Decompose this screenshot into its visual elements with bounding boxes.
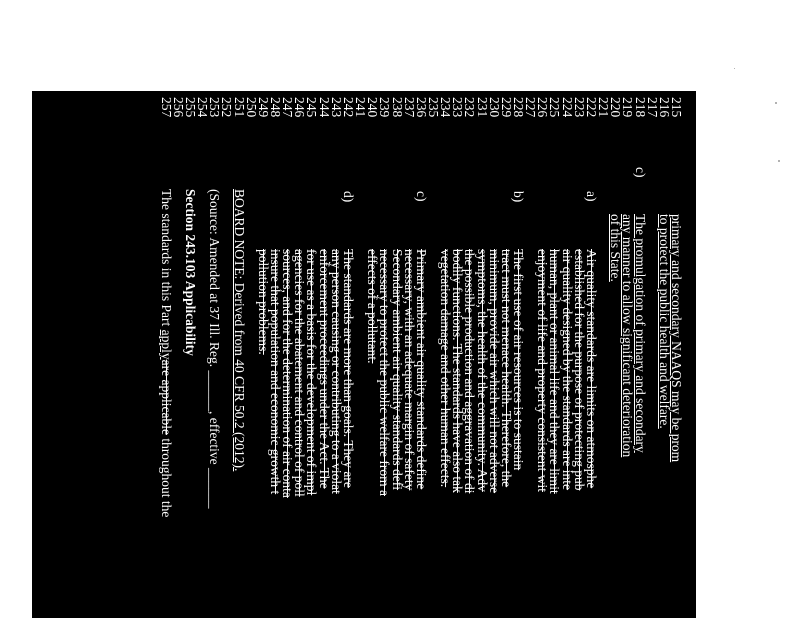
line-text <box>158 189 174 517</box>
line-text: effects of a pollutant. <box>365 249 381 364</box>
line-number: 216 <box>656 97 672 118</box>
line-text: The first use of air resources is to sustain <box>511 249 527 471</box>
line-number: 219 <box>620 97 636 118</box>
line-text: enforcement proceedings under the Act. The <box>316 249 332 489</box>
scan-speck <box>778 160 780 162</box>
line-text: tract must not menace health. Therefore, the <box>498 249 514 488</box>
line-number: 235 <box>426 97 441 118</box>
line-text: pollution problems. <box>255 249 271 355</box>
line-text: any manner to allow significant deterioration <box>620 214 636 458</box>
line-number: 229 <box>498 97 514 118</box>
line-text: insure that population and economic growth t <box>268 249 284 495</box>
line-number: 256 <box>170 97 186 118</box>
line-text: any person causing or contributing to a violat <box>328 249 344 494</box>
line-text: of this State. <box>608 214 624 282</box>
line-number: 224 <box>559 97 575 118</box>
line-text: human, plant or animal life and they are limit <box>547 249 563 494</box>
line-text: necessary, with an adequate margin of safety <box>401 249 417 491</box>
line-text: enjoyment of life and property consistent wit <box>535 249 551 492</box>
line-number: 250 <box>243 97 259 118</box>
line-number: 218 <box>632 97 648 118</box>
line-number: 233 <box>450 97 466 118</box>
line-text: Air quality standards are limits on atmosphe <box>583 249 599 489</box>
line-number: 255 <box>183 97 198 118</box>
line-number: 217 <box>644 97 660 118</box>
line-number: 251 <box>231 97 247 118</box>
line-number: 228 <box>511 97 527 118</box>
line-number: 230 <box>486 97 502 118</box>
line-text: bodily functions. The standards have also tak <box>450 249 466 493</box>
line-number: 236 <box>413 97 429 118</box>
line-number: 227 <box>523 97 539 118</box>
line-text: agencies for the abatement and control of poll <box>292 249 308 497</box>
line-number: 238 <box>389 97 405 118</box>
line-number: 215 <box>669 97 684 118</box>
line-number: 223 <box>571 97 587 118</box>
scan-speck <box>775 102 777 104</box>
line-text: Primary ambient air quality standards define <box>413 249 429 490</box>
line-text-part: are applicable <box>158 359 174 435</box>
line-number: 239 <box>377 97 393 118</box>
line-text: vegetation damage and other human effects. <box>438 249 454 488</box>
line-text: to protect the public health and welfare. <box>656 214 672 429</box>
line-number: 221 <box>596 97 612 118</box>
line-text: sources, and for the determination of air conta <box>280 249 296 498</box>
line-number: 244 <box>316 97 332 118</box>
line-text-part: apply <box>158 329 174 360</box>
line-text: Secondary ambient air quality standards defi <box>389 249 405 491</box>
line-number: 232 <box>462 97 478 118</box>
subsection-label: b) <box>511 191 527 203</box>
scanned-page <box>32 91 696 618</box>
line-number: 225 <box>547 97 563 118</box>
line-text: minimum, provide air which will not adverse <box>486 249 502 494</box>
section-heading: Section 243.103 Applicability <box>183 189 198 356</box>
line-number: 240 <box>365 97 381 118</box>
line-number: 237 <box>401 97 417 118</box>
line-number: 252 <box>219 97 235 118</box>
document-line <box>158 91 174 618</box>
line-text: (Source: Amended at 37 Ill. Reg. ______, effective ______ <box>207 189 223 509</box>
line-text: air quality designed by the standards are inte <box>559 249 575 491</box>
line-number: 253 <box>207 97 223 118</box>
line-number: 222 <box>583 97 599 118</box>
line-number: 220 <box>608 97 624 118</box>
line-number: 249 <box>255 97 271 118</box>
line-text: the possible production and aggravation of di <box>462 249 478 494</box>
line-number: 241 <box>353 97 369 118</box>
line-text: symptoms, the health of the community. Adv <box>474 249 490 492</box>
line-number: 257 <box>158 97 174 118</box>
line-number: 245 <box>304 97 320 118</box>
line-number: 243 <box>328 97 344 118</box>
line-number: 226 <box>535 97 551 118</box>
line-number: 248 <box>268 97 284 118</box>
scan-speck <box>734 68 735 69</box>
line-text: necessary to protect the public welfare from a <box>377 249 393 497</box>
line-number: 231 <box>474 97 490 118</box>
line-text: The standards are more than goals. They are <box>340 249 356 488</box>
line-text: The promulgation of primary and secondary <box>632 214 648 453</box>
line-number: 247 <box>280 97 296 118</box>
subsection-label: d) <box>340 191 356 203</box>
subsection-label: a) <box>583 191 599 202</box>
line-number: 246 <box>292 97 308 118</box>
line-text: primary and secondary NAAQS may be prom <box>669 214 684 463</box>
line-text: established for the purpose of protecting pub <box>571 249 587 491</box>
subsection-label: c) <box>413 191 429 202</box>
line-number: 242 <box>340 97 356 118</box>
subsection-label: c) <box>632 167 648 178</box>
line-text: for use as a basis for the development of impl <box>304 249 320 496</box>
line-text-part: The standards in this Part <box>158 189 174 330</box>
line-number: 254 <box>195 97 211 118</box>
line-text: BOARD NOTE: Derived from 40 CFR 50.2 (2012). <box>231 189 247 472</box>
line-text-part: throughout the <box>158 434 174 518</box>
line-number: 234 <box>438 97 454 118</box>
